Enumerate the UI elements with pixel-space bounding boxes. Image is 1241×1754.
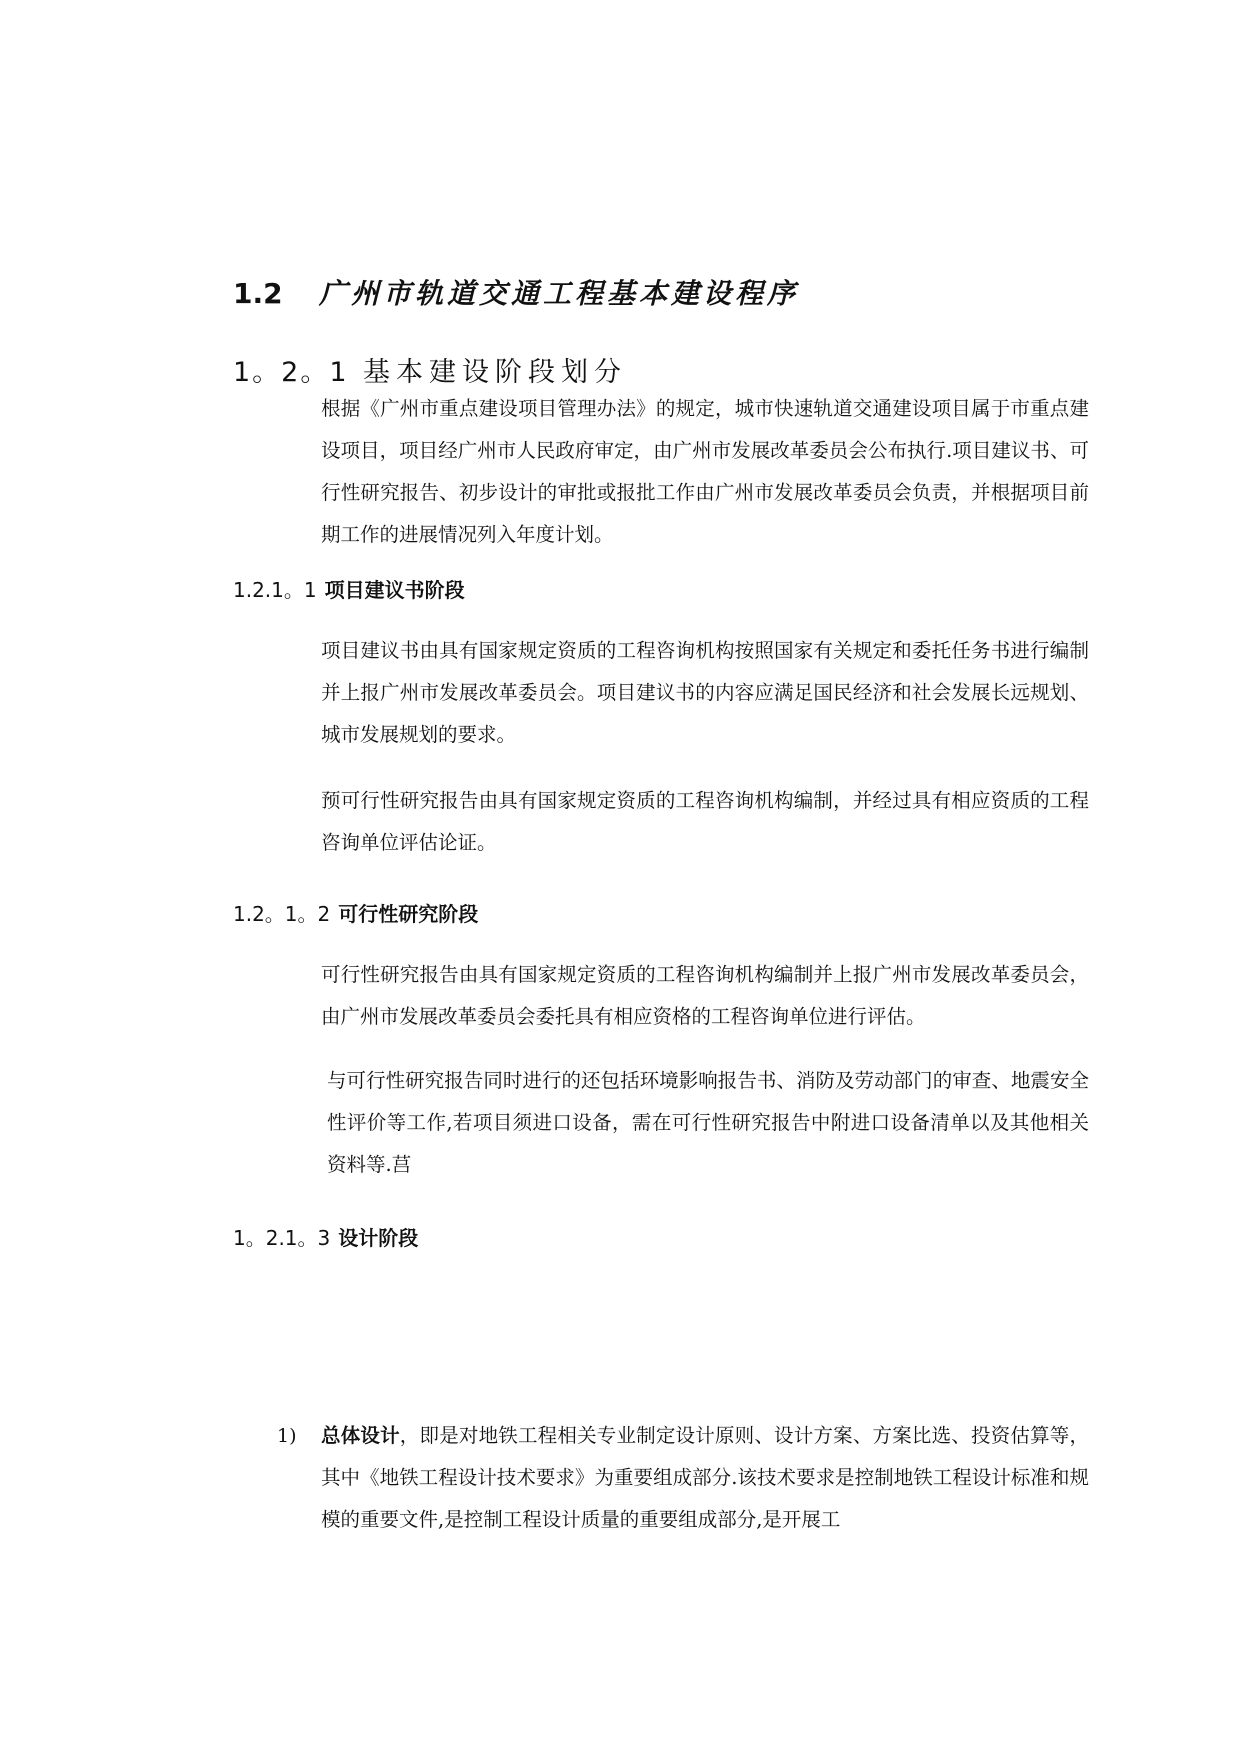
stage2-paragraph-2: 与可行性研究报告同时进行的还包括环境影响报告书、消防及劳动部门的审查、地震安全性评价等工作,若项目须进口设备，需在可行性研究报告中附进口设备清单以及其他相关资料等.莒 bbox=[327, 1069, 1089, 1176]
section-title: 广州市轨道交通工程基本建设程序 bbox=[319, 277, 800, 310]
stage1-title: 项目建议书阶段 bbox=[324, 578, 465, 602]
subsection-number: 1。2。1 bbox=[233, 357, 349, 388]
stage1-heading bbox=[233, 574, 465, 603]
list-marker: 1) bbox=[277, 1425, 297, 1447]
stage1-paragraph-2: 预可行性研究报告由具有国家规定资质的工程咨询机构编制，并经过具有相应资质的工程咨询单位评估论证。 bbox=[321, 789, 1089, 854]
subsection-title: 基本建设阶段划分 bbox=[363, 357, 627, 388]
stage2-number: 1.2。1。2 bbox=[233, 902, 331, 926]
stage3-heading bbox=[233, 1222, 418, 1251]
list-item-lead: 总体设计 bbox=[321, 1424, 400, 1447]
stage3-title: 设计阶段 bbox=[338, 1226, 419, 1250]
stage2-paragraph-1: 可行性研究报告由具有国家规定资质的工程咨询机构编制并上报广州市发展改革委员会，由广州市发展改革委员会委托具有相应资格的工程咨询单位进行评估。 bbox=[321, 963, 1089, 1028]
list-item-body: ，即是对地铁工程相关专业制定设计原则、设计方案、方案比选、投资估算等，其中《地铁工程设计技术要求》为重要组成部分.该技术要求是控制地铁工程设计标准和规模的重要文件,是控制工程设计质量的重要组成部分,是开展工 bbox=[321, 1424, 1089, 1531]
stage3-number: 1。2.1。3 bbox=[233, 1226, 331, 1250]
stage2-heading bbox=[233, 898, 478, 927]
section-heading bbox=[233, 272, 799, 312]
stage1-number: 1.2.1。1 bbox=[233, 578, 317, 602]
stage2-title: 可行性研究阶段 bbox=[338, 902, 479, 926]
stage1-paragraph-1: 项目建议书由具有国家规定资质的工程咨询机构按照国家有关规定和委托任务书进行编制并上报广州市发展改革委员会。项目建议书的内容应满足国民经济和社会发展长远规划、城市发展规划的要求。 bbox=[321, 639, 1089, 746]
list-item-text bbox=[321, 1415, 1089, 1541]
subsection-heading bbox=[233, 350, 627, 389]
section-number: 1.2 bbox=[233, 277, 283, 310]
intro-paragraph: 根据《广州市重点建设项目管理办法》的规定，城市快速轨道交通建设项目属于市重点建设项目，项目经广州市人民政府审定，由广州市发展改革委员会公布执行.项目建议书、可行性研究报告、初步设计的审批或报批工作由广州市发展改革委员会负责，并根据项目前期工作的进展情况列入年度计划。 bbox=[321, 397, 1089, 546]
